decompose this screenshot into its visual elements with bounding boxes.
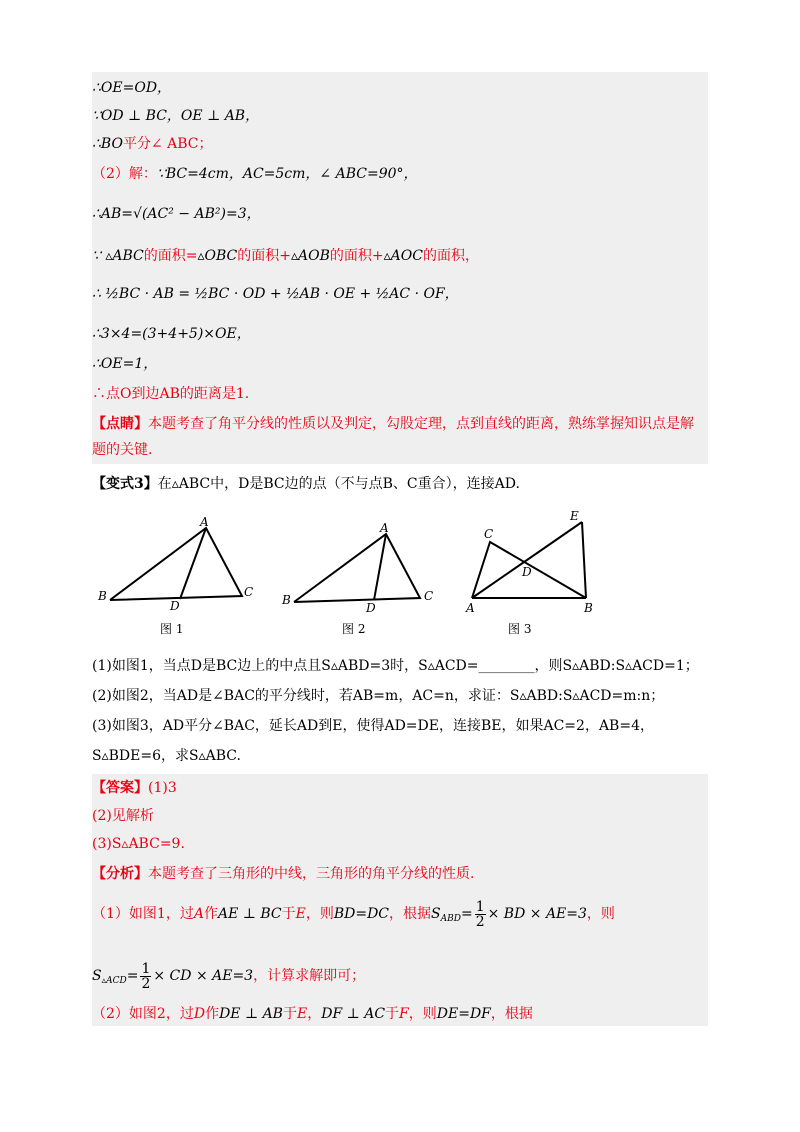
figure-2 xyxy=(280,518,440,612)
variant-heading: 【变式3】在▵ABC中，D是BC边的点（不与点B、C重合），连接AD. xyxy=(92,476,520,492)
figure-1 xyxy=(96,512,266,610)
line-numeric: ∴3×4=(3+4+5)×OE， xyxy=(92,326,251,342)
answer-line-1: 【答案】(1)3 xyxy=(92,780,177,796)
analysis-part1-cont: $S_{▵ACD}=$ $\frac{1}{2}$ × CD × AE=3，计算求解即可； xyxy=(92,960,366,992)
svg-text:B: B xyxy=(584,601,593,615)
line-perp: ∵OD ⊥ BC，OE ⊥ AB， xyxy=(92,108,260,124)
figure-1-caption: 图 1 xyxy=(160,622,184,636)
svg-text:E: E xyxy=(570,509,579,523)
line-solve2: （2）解：∵BC=4cm，AC=5cm，∠ ABC=90°， xyxy=(92,166,418,182)
solution-block-top xyxy=(92,72,708,464)
dianjing-cont: 题的关键. xyxy=(92,442,153,458)
fraction-half-2: $\frac{1}{2}$ xyxy=(141,960,151,992)
svg-text:A: A xyxy=(380,521,389,535)
svg-text:D: D xyxy=(366,601,376,612)
svg-text:A: A xyxy=(466,601,475,615)
dianjing: 【点睛】本题考查了角平分线的性质以及判定，勾股定理，点到直线的距离，熟练掌握知识点是解 xyxy=(92,416,694,432)
line-oe-od: ∴OE=OD， xyxy=(92,80,172,96)
fraction-half: $\frac{1}{2}$ xyxy=(475,898,485,930)
answer-line-3: (3)S▵ABC=9. xyxy=(92,836,185,852)
line-areas: ∵ ▵ABC的面积=▵OBC的面积+▵AOB的面积+▵AOC的面积， xyxy=(92,248,479,264)
analysis-part2: （2）如图2，过D作DE ⊥ AB于E，DF ⊥ AC于F，则DE=DF，根据 xyxy=(92,1006,533,1022)
svg-text:B: B xyxy=(282,593,291,607)
figure-3 xyxy=(462,508,602,616)
question-3: (3)如图3，AD平分∠BAC，延长AD到E，使得AD=DE，连接BE，如果AC=2，AB=4， xyxy=(92,718,654,734)
answer-line-2: (2)见解析 xyxy=(92,808,154,824)
analysis-part1: （1）如图1，过A作AE ⊥ BC于E，则BD=DC，根据$S_{ABD}=$ $\frac{1}{2}$ × BD × AE=3，则 xyxy=(92,898,615,930)
svg-text:B: B xyxy=(98,589,107,603)
svg-text:A: A xyxy=(200,515,209,529)
question-2: (2)如图2，当AD是∠BAC的平分线时，若AB=m，AC=n，求证：S▵ABD:S▵ACD=m:n； xyxy=(92,688,665,704)
figure-2-caption: 图 2 xyxy=(342,622,366,636)
line-oe-result: ∴OE=1， xyxy=(92,356,158,372)
line-pythagoras: ∴AB=√(AC² − AB²)=3， xyxy=(92,206,261,222)
line-bisector: ∴BO平分∠ ABC； xyxy=(92,136,213,152)
svg-text:C: C xyxy=(424,589,434,603)
svg-text:D: D xyxy=(522,565,532,579)
question-1: (1)如图1，当点D是BC边上的中点且S▵ABD=3时，S▵ACD=________，则S▵ABD:S▵ACD=1； xyxy=(92,658,699,674)
figure-3-caption: 图 3 xyxy=(508,622,532,636)
line-area-equation: ∴ ½BC · AB = ½BC · OD + ½AB · OE + ½AC · OF， xyxy=(92,286,459,302)
svg-text:C: C xyxy=(244,585,254,599)
analysis-line: 【分析】本题考查了三角形的中线，三角形的角平分线的性质. xyxy=(92,866,475,882)
question-3-cont: S▵BDE=6，求S▵ABC. xyxy=(92,748,241,764)
line-distance: ∴点O到边AB的距离是1. xyxy=(92,386,250,402)
svg-text:D: D xyxy=(170,599,180,610)
svg-text:C: C xyxy=(484,527,494,541)
